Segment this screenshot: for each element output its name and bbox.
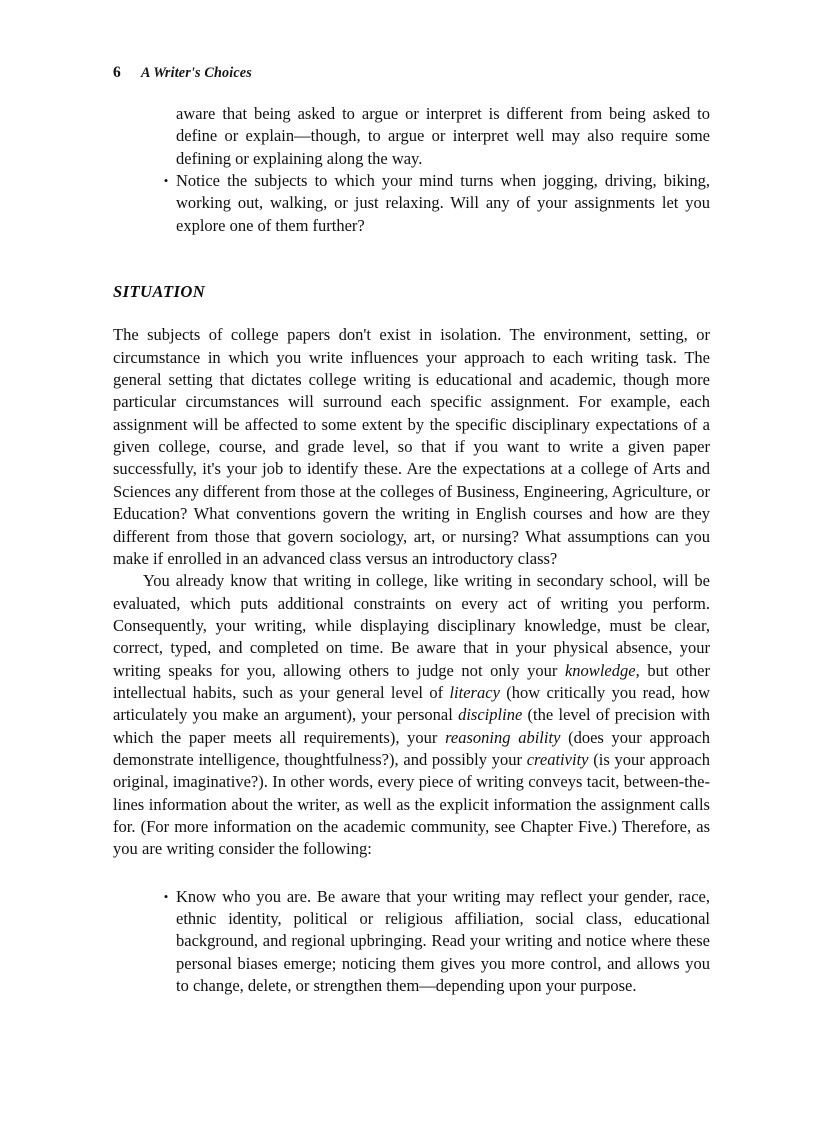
emphasis-literacy: literacy — [449, 682, 500, 702]
section-heading: SITUATION — [113, 282, 206, 302]
list-item-text: Know who you are. Be aware that your writing may reflect your gender, race, ethnic identity, political or religious affiliation, social class, educational background, and regional upbringing. Read your writing and notice where these personal biases emerge; noticing them gives you more control, and allows you to change, delete, or strengthen them—depending upon your purpose. — [176, 886, 710, 996]
para2-run-4: (the level of precision with which the paper meets all requirements), your — [113, 705, 710, 747]
list-item — [113, 886, 710, 998]
para2-run-2: but other intellectual habits, such as your general level of — [113, 660, 710, 702]
spacer-before-bottom-list — [113, 861, 710, 886]
para2-run-3: (how critically you read, how articulately you make an argument), your personal — [113, 682, 711, 725]
list-item — [113, 170, 710, 237]
top-bullet-list — [113, 170, 710, 237]
para2-run-1: You already know that writing in college, like writing in secondary school, will be evaluated, which puts additional constraints on every act of writing you perform. Consequently, your writing, while displaying disciplinary knowledge, must be clear, correct, typed, and completed on time. Be aware that in your physical absence, your writing speaks for you, allowing others to judge not only your — [113, 571, 710, 680]
spacer-after-heading — [113, 303, 710, 324]
emphasis-knowledge: knowledge, — [564, 660, 640, 680]
list-item-text: Notice the subjects to which your mind turns when jogging, driving, biking, working out, walking, or just relaxing. Will any of your assignments let you explore one of them further? — [176, 171, 710, 235]
paragraph-situation-2 — [113, 570, 710, 860]
emphasis-discipline: discipline — [458, 705, 523, 725]
spacer-before-heading — [113, 237, 710, 281]
paragraph-situation-1: The subjects of college papers don't exist in isolation. The environment, setting, or circumstance in which you write influences your approach to each writing task. The general setting that dictates college writing is educational and academic, though more particular circumstances will surround each specific assignment. For example, each assignment will be affected to some extent by the specific disciplinary expectations of a given college, course, and grade level, so that if you want to write a given paper successfully, it's your job to identify these. Are the expectations at a college of Arts and Sciences any different from those at the colleges of Business, Engineering, Agriculture, or Education? What conventions govern the writing in English courses and how are they different from those that govern sociology, art, or nursing? What assumptions can you make if enrolled in an advanced class versus an introductory class? — [113, 325, 711, 568]
list-continuation-paragraph: aware that being asked to argue or interpret is different from being asked to define or explain—though, to argue or interpret well may also require some defining or explaining along the way. — [176, 104, 710, 168]
book-title: A Writer's Choices — [140, 65, 252, 81]
page-number: 6 — [113, 64, 121, 81]
text-column — [113, 103, 710, 997]
emphasis-creativity: creativity — [526, 749, 589, 769]
running-head — [113, 64, 713, 82]
bullet-icon — [161, 886, 171, 908]
bullet-icon — [161, 170, 171, 192]
para2-run-6: (is your approach original, imaginative?). In other words, every piece of writing conveys tacit, between-the-lines information about the writer, as well as the explicit information the assignment calls for. (For more information on the academic community, see Chapter Five.) Therefore, as you are writing consider the following: — [113, 749, 710, 859]
bottom-bullet-list — [113, 886, 710, 998]
emphasis-reasoning-ability: reasoning ability — [445, 727, 561, 747]
para2-run-5: (does your approach demonstrate intelligence, thoughtfulness?), and possibly your — [113, 727, 710, 769]
